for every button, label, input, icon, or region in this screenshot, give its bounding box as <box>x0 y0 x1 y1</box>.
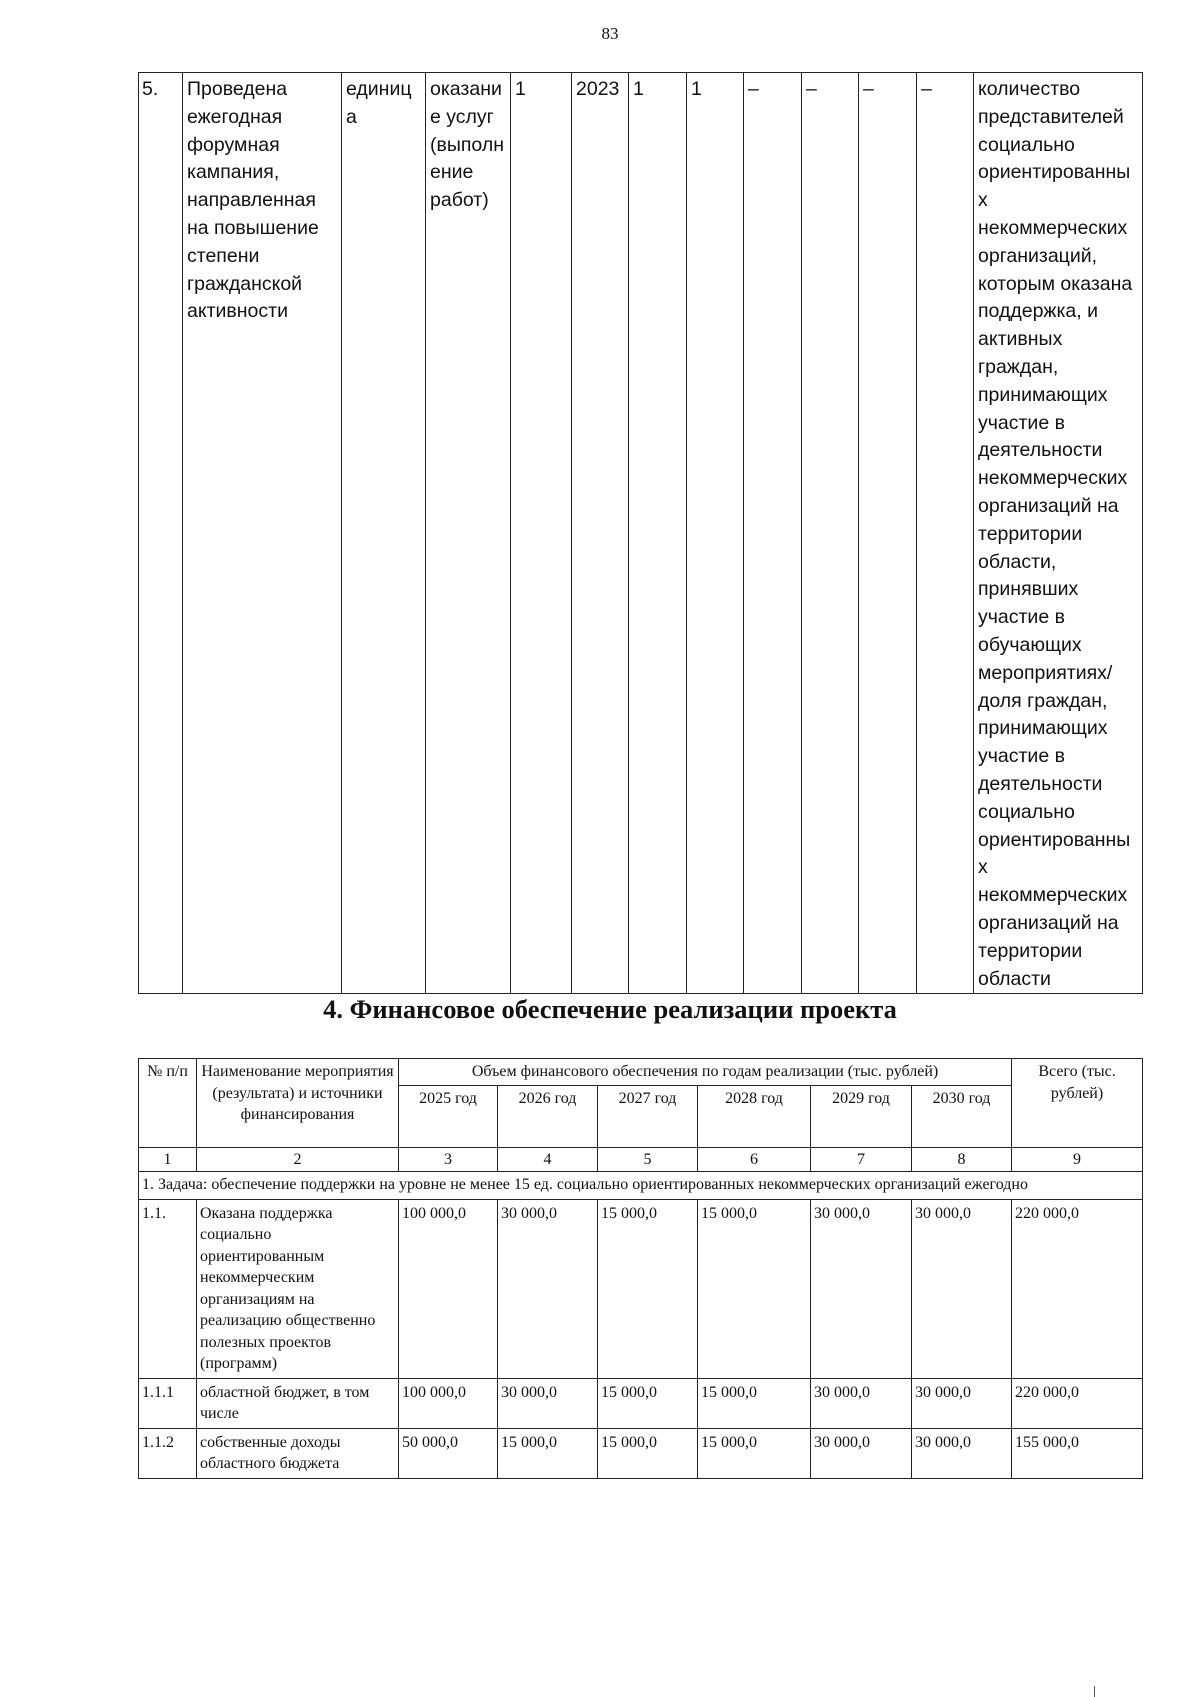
related-indicator: количество представителей социально ориентированных некоммерческих организаций, которым оказана поддержка, и активных граждан, принимающих участие в деятельности некоммерческих организаций на территории области, принявших участие в обучающих мероприятиях/доля граждан, принимающих участие в деятельности социально ориентированных некоммерческих организаций на территории области <box>974 73 1143 994</box>
header-volume: Объем финансового обеспечения по годам реализации (тыс. рублей) <box>399 1059 1012 1086</box>
row-name: областной бюджет, в том числе <box>197 1378 399 1428</box>
indicator-name: Проведена ежегодная форумная кампания, направленная на повышение степени гражданской активности <box>183 73 342 994</box>
header-total: Всего (тыс. рублей) <box>1012 1059 1143 1148</box>
row-value: 30 000,0 <box>811 1428 912 1478</box>
section-title: 4. Финансовое обеспечение реализации проекта <box>323 994 897 1024</box>
row-value: 50 000,0 <box>399 1428 498 1478</box>
row-total: 220 000,0 <box>1012 1199 1143 1378</box>
row-value: 30 000,0 <box>912 1428 1012 1478</box>
column-number: 2 <box>197 1147 399 1172</box>
row-total: 220 000,0 <box>1012 1378 1143 1428</box>
header-year: 2029 год <box>811 1085 912 1147</box>
row-value: 30 000,0 <box>811 1199 912 1378</box>
header-row <box>139 1059 1143 1086</box>
row-value: 30 000,0 <box>912 1378 1012 1428</box>
value-2028: – <box>802 73 859 994</box>
column-numbers-row <box>139 1147 1143 1172</box>
task-text: 1. Задача: обеспечение поддержки на уровне не менее 15 ед. социально ориентированных некоммерческих организаций ежегодно <box>139 1172 1143 1200</box>
row-value: 15 000,0 <box>498 1428 598 1478</box>
row-value: 100 000,0 <box>399 1199 498 1378</box>
row-value: 30 000,0 <box>498 1199 598 1378</box>
column-number: 7 <box>811 1147 912 1172</box>
column-number: 3 <box>399 1147 498 1172</box>
table-row <box>139 1428 1143 1478</box>
column-number: 8 <box>912 1147 1012 1172</box>
base-value: 1 <box>511 73 572 994</box>
row-value: 15 000,0 <box>598 1428 698 1478</box>
task-row <box>139 1172 1143 1200</box>
financing-table <box>138 1058 1143 1479</box>
row-value: 15 000,0 <box>698 1378 811 1428</box>
table-row <box>139 1378 1143 1428</box>
row-number: 5. <box>139 73 183 994</box>
row-total: 155 000,0 <box>1012 1428 1143 1478</box>
base-year: 2023 <box>572 73 629 994</box>
header-year: 2030 год <box>912 1085 1012 1147</box>
row-value: 15 000,0 <box>698 1199 811 1378</box>
row-value: 15 000,0 <box>698 1428 811 1478</box>
header-year: 2027 год <box>598 1085 698 1147</box>
table-row <box>139 73 1143 994</box>
header-year: 2028 год <box>698 1085 811 1147</box>
row-value: 15 000,0 <box>598 1378 698 1428</box>
scan-mark <box>1094 1686 1095 1697</box>
header-year: 2026 год <box>498 1085 598 1147</box>
row-number: 1.1.2 <box>139 1428 197 1478</box>
header-year: 2025 год <box>399 1085 498 1147</box>
row-name: собственные доходы областного бюджета <box>197 1428 399 1478</box>
value-2027: – <box>744 73 802 994</box>
page-number: 83 <box>601 24 619 43</box>
column-number: 5 <box>598 1147 698 1172</box>
column-number: 6 <box>698 1147 811 1172</box>
column-number: 4 <box>498 1147 598 1172</box>
row-value: 15 000,0 <box>598 1199 698 1378</box>
value-2030: – <box>917 73 974 994</box>
indicator-type: оказание услуг (выполнение работ) <box>426 73 511 994</box>
row-name: Оказана поддержка социально ориентированным некоммерческим организациям на реализацию общественно полезных проектов (программ) <box>197 1199 399 1378</box>
column-number: 1 <box>139 1147 197 1172</box>
value-2029: – <box>859 73 917 994</box>
row-value: 30 000,0 <box>811 1378 912 1428</box>
row-value: 30 000,0 <box>498 1378 598 1428</box>
value-2025: 1 <box>629 73 687 994</box>
row-value: 30 000,0 <box>912 1199 1012 1378</box>
table-row <box>139 1199 1143 1378</box>
header-name: Наименование мероприятия (результата) и источники финансирования <box>197 1059 399 1148</box>
row-number: 1.1.1 <box>139 1378 197 1428</box>
row-number: 1.1. <box>139 1199 197 1378</box>
unit-of-measure: единица <box>342 73 426 994</box>
indicators-table <box>138 72 1143 994</box>
row-value: 100 000,0 <box>399 1378 498 1428</box>
column-number: 9 <box>1012 1147 1143 1172</box>
value-2026: 1 <box>687 73 744 994</box>
header-num: № п/п <box>139 1059 197 1148</box>
